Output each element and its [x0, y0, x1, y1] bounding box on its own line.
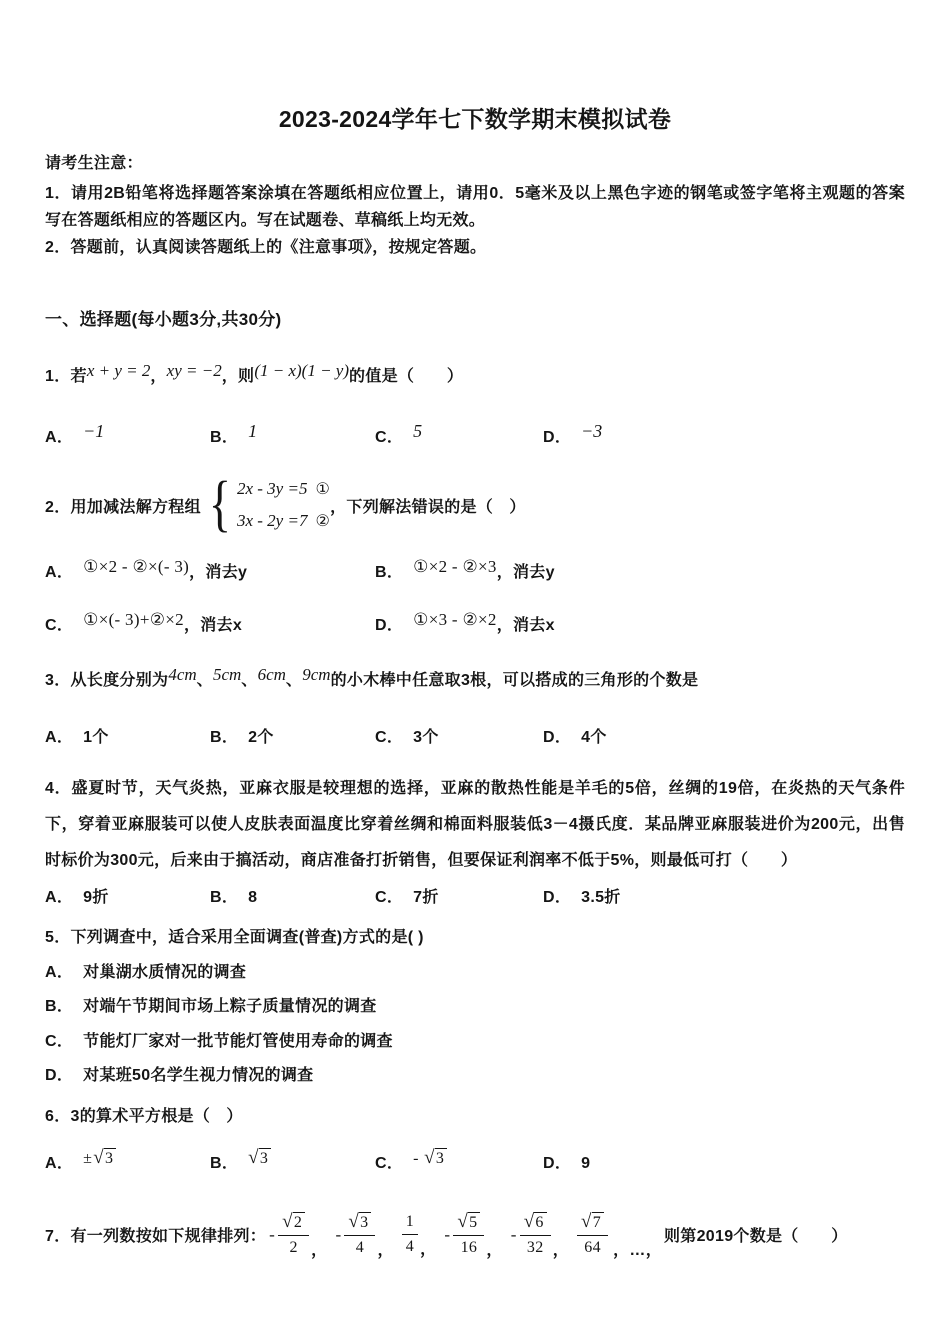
option-c-value: 7折 [413, 889, 439, 906]
option-a-label: A． [45, 889, 74, 906]
option-d-label: D． [543, 429, 572, 446]
option-d-value: 4个 [581, 729, 607, 746]
radicand: 3 [104, 1148, 116, 1169]
option-c-label: C． [375, 889, 404, 906]
numerator: 7 [592, 1212, 604, 1233]
q2-lead: 2．用加减法解方程组 [45, 498, 201, 516]
sqrt-symbol: √ [523, 1210, 535, 1232]
radicand: 3 [435, 1148, 447, 1169]
equation-2-math: 3x - 2y =7 [236, 511, 308, 530]
option-b [210, 421, 375, 447]
option-a-value [83, 1146, 116, 1168]
question-2 [45, 470, 905, 635]
option-a [45, 884, 210, 907]
option-c-value [413, 1146, 447, 1168]
sqrt-radical [424, 1148, 447, 1169]
comma: ， [552, 1242, 570, 1260]
question-3-options [45, 724, 905, 747]
option-c-value: 3个 [413, 729, 439, 746]
term-sign: - [510, 1224, 517, 1244]
q3-length-1: 4cm [168, 665, 197, 684]
q1-tail: 的值是（ ） [349, 368, 464, 385]
option-d-label: D． [543, 889, 572, 906]
option-b-label: B． [210, 1154, 239, 1172]
q3-separator: 、 [285, 672, 303, 689]
sqrt-symbol: √ [93, 1146, 104, 1168]
radicand: 3 [259, 1148, 271, 1169]
option-a-label: A． [45, 429, 74, 446]
notice-item-1: 1．请用2B铅笔将选择题答案涂填在答题纸相应位置上，请用0．5毫米及以上黑色字迹的钢笔或签字笔将主观题的答案写在答题纸相应的答题区内。写在试题卷、草稿纸上均无效。 [45, 185, 905, 229]
q1-lead: 1．若 [45, 368, 87, 385]
option-b-value: 8 [248, 889, 258, 906]
section-1-heading: 一、选择题(每小题3分,共30分) [45, 310, 282, 329]
denominator: 16 [460, 1238, 478, 1256]
fraction [577, 1212, 608, 1259]
option-c [375, 724, 543, 747]
sqrt-symbol: √ [348, 1210, 360, 1232]
fraction [402, 1212, 418, 1257]
option-a-value: 1个 [83, 729, 109, 746]
option-c-label: C． [375, 429, 404, 446]
option-c-label: C． [375, 729, 404, 746]
option-b [210, 884, 375, 907]
q3-length-2: 5cm [212, 665, 242, 684]
comma: ， [377, 1242, 394, 1260]
sequence-term-6 [577, 1212, 608, 1259]
q1-math-3: (1 − x)(1 − y) [254, 361, 350, 380]
option-a-label: A． [45, 963, 74, 981]
notice-item-2: 2．答题前，认真阅读答题纸上的《注意事项》，按规定答题。 [45, 239, 487, 256]
fraction [344, 1212, 375, 1259]
denominator: 4 [405, 1237, 415, 1255]
q3-tail: 的小木棒中任意取3根，可以搭成的三角形的个数是 [330, 672, 699, 689]
option-b-expression: ①×2 - ②×3 [413, 557, 497, 576]
denominator: 64 [584, 1238, 601, 1256]
q1-math-2: xy = −2 [166, 361, 222, 380]
option-c-label: C． [375, 1154, 404, 1172]
question-6-options [45, 1146, 905, 1174]
question-4-stem: 4．盛夏时节，天气炎热，亚麻衣服是较理想的选择，亚麻的散热性能是羊毛的5倍，丝绸的19倍，在炎热的天气条件下，穿着亚麻服装可以使人皮肤表面温度比穿着丝绸和棉面料服装低3－4摄氏度．某品牌亚麻服装进价为200元，出售时标价为300元，后来由于搞活动，商店准备打折销售，但要保证利润率不低于5%，则最低可打（ ） [45, 780, 905, 869]
option-b-desc: ，消去y [496, 564, 555, 581]
question-6-stem: 6．3的算术平方根是（ ） [45, 1107, 243, 1125]
option-d-value: 对某班50名学生视力情况的调查 [83, 1067, 314, 1084]
option-a [45, 421, 210, 447]
equation-2-tag: ② [315, 513, 331, 530]
option-b-label: B． [210, 889, 239, 906]
option-d-desc: ，消去x [496, 617, 555, 634]
question-2-options-row-2 [45, 612, 905, 635]
option-c-value: 5 [413, 421, 423, 441]
option-c [45, 1025, 905, 1060]
q3-lead: 3．从长度分别为 [45, 672, 169, 689]
option-d-label: D． [543, 1154, 572, 1172]
question-1-options [45, 421, 905, 447]
ellipsis: ，…， [613, 1242, 662, 1260]
q7-tail: 则第2019个数是（ ） [664, 1228, 848, 1246]
option-a [45, 724, 210, 747]
question-5-stem: 5．下列调查中，适合采用全面调查(普查)方式的是( ) [45, 929, 424, 946]
question-6 [45, 1102, 905, 1174]
term-sign: - [444, 1224, 451, 1244]
option-b [45, 990, 905, 1025]
option-b-label: B． [210, 429, 239, 446]
option-a-label: A． [45, 564, 74, 581]
option-b [375, 559, 905, 582]
sqrt-symbol: √ [581, 1210, 592, 1232]
option-c-label: C． [45, 1032, 74, 1050]
notice-heading: 请考生注意： [45, 155, 143, 172]
option-d [45, 1059, 905, 1094]
q1-comma: ， [150, 368, 167, 385]
fraction [520, 1212, 551, 1259]
option-b-label: B． [45, 998, 74, 1015]
denominator: 2 [289, 1238, 298, 1256]
option-c [375, 884, 543, 907]
sqrt-radical [93, 1148, 116, 1169]
comma: ， [486, 1242, 503, 1260]
question-4 [45, 771, 905, 907]
option-d-value: 3.5折 [581, 889, 621, 906]
option-a [45, 1146, 210, 1174]
q2-tail: ，下列解法错误的是（ ） [330, 498, 526, 516]
option-a [45, 956, 905, 991]
sqrt-symbol: √ [457, 1210, 469, 1232]
equation-1-tag: ① [315, 481, 331, 498]
option-c-label: C． [45, 617, 74, 634]
option-b-value [248, 1146, 271, 1168]
option-d-value: −3 [581, 421, 603, 441]
term-sign: - [269, 1224, 276, 1244]
option-d [543, 884, 905, 907]
term-sign: - [335, 1224, 342, 1244]
fraction [278, 1212, 309, 1259]
numerator: 1 [405, 1213, 415, 1231]
sqrt-symbol: √ [282, 1210, 293, 1232]
option-c [375, 421, 543, 447]
option-d-label: D． [45, 1067, 74, 1084]
sequence-term-4 [444, 1212, 504, 1259]
equation-system [205, 470, 331, 539]
option-a-value: −1 [83, 421, 105, 441]
comma: ， [420, 1241, 437, 1259]
sequence-term-3 [402, 1212, 439, 1257]
option-a-value: 对巢湖水质情况的调查 [83, 963, 247, 981]
option-d [543, 421, 905, 447]
fraction [453, 1212, 484, 1259]
option-b-label: B． [210, 729, 239, 746]
option-d [375, 612, 905, 635]
q3-length-3: 6cm [257, 665, 286, 684]
option-c-value: 节能灯厂家对一批节能灯管使用寿命的调查 [83, 1032, 393, 1050]
option-a-label: A． [45, 1154, 74, 1172]
numerator: 2 [293, 1212, 305, 1233]
question-7-stem: 7．有一列数按如下规律排列： [45, 1228, 267, 1246]
question-3 [45, 665, 905, 747]
brace-symbol: { [208, 470, 232, 539]
option-a-label: A． [45, 729, 74, 746]
sequence-term-2 [335, 1212, 395, 1259]
option-c-expression: ①×(- 3)+②×2 [83, 610, 184, 629]
numerator: 5 [468, 1212, 480, 1233]
notice-block [45, 150, 905, 261]
question-2-stem [45, 470, 905, 539]
minus-sign: - [413, 1149, 424, 1167]
question-1-stem [45, 361, 905, 392]
option-d [543, 724, 905, 747]
comma: ， [311, 1242, 328, 1260]
option-c-desc: ，消去x [183, 617, 243, 634]
denominator: 4 [355, 1238, 365, 1256]
option-d-expression: ①×3 - ②×2 [413, 610, 497, 629]
q3-separator: 、 [196, 672, 213, 689]
numerator: 3 [359, 1212, 371, 1233]
plus-minus-sign: ± [83, 1149, 93, 1167]
option-b-label: B． [375, 564, 404, 581]
equation-1 [237, 473, 330, 505]
option-d-label: D． [375, 617, 404, 634]
sequence-term-5 [511, 1212, 571, 1259]
question-2-options-row-1 [45, 559, 905, 582]
numerator: 6 [534, 1212, 546, 1233]
option-a-expression: ①×2 - ②×(- 3) [83, 557, 190, 576]
q3-separator: 、 [241, 672, 258, 689]
sqrt-symbol: √ [424, 1146, 435, 1168]
question-7 [45, 1212, 905, 1259]
option-b-value: 对端午节期间市场上粽子质量情况的调查 [83, 998, 377, 1015]
sqrt-symbol: √ [248, 1146, 259, 1168]
option-b [210, 1146, 375, 1174]
sequence-term-1 [269, 1212, 329, 1259]
question-1 [45, 361, 905, 447]
question-5 [45, 921, 905, 1094]
option-c [375, 1146, 543, 1174]
option-b-value: 1 [248, 421, 258, 441]
sqrt-radical [248, 1148, 271, 1169]
q3-length-4: 9cm [302, 665, 331, 684]
question-3-stem [45, 665, 905, 696]
equation-2 [237, 505, 330, 537]
equation-1-math: 2x - 3y =5 [236, 479, 308, 498]
option-d-label: D． [543, 729, 572, 746]
option-c [45, 612, 375, 635]
option-b-value: 2个 [248, 729, 274, 746]
option-d-value: 9 [581, 1154, 591, 1172]
page-title: 2023-2024学年七下数学期末模拟试卷 [278, 106, 672, 132]
option-b [210, 724, 375, 747]
question-4-options [45, 884, 905, 907]
denominator: 32 [526, 1238, 544, 1256]
q1-math-1: x + y = 2 [86, 361, 151, 380]
option-a [45, 559, 375, 582]
option-a-desc: ，消去y [189, 564, 248, 581]
option-d [543, 1150, 905, 1173]
q1-mid: ，则 [221, 368, 255, 385]
option-a-value: 9折 [83, 889, 109, 906]
